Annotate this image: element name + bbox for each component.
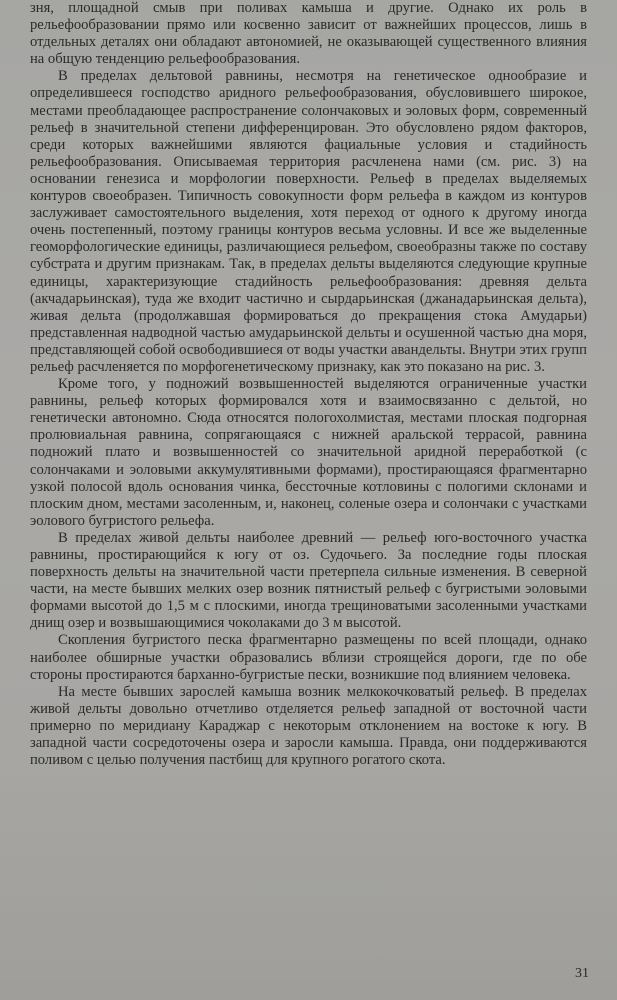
paragraph-living-delta: В пределах живой дельты наиболее древний — рельеф юго-восточного участка равнины, простирающийся к югу от оз. Судочьего. За последние годы плоская поверхность дельты на значительной части претерпела сильные изменения. В северной части, на месте бывших мелких озер возник пятнистый рельеф с бугристыми эоловыми формами высотой до 1,5 м с плоскими, иногда трещиноватыми засоленными участками днищ озер и возвышающимися чоколаками до 3 м высотой. — [30, 529, 587, 632]
paragraph-foothills: Кроме того, у подножий возвышенностей выделяются ограниченные участки равнины, рельеф которых формировался хотя и взаимосвязанно с дельтой, но генетически автономно. Сюда относятся пологохолмистая, местами плоская подгорная пролювиальная равнина, сопрягающаяся с нижней аральской террасой, равнина подножий плато и возвышенностей со значительной аридной переработкой (с солончаками и эоловыми аккумулятивными формами), простирающаяся фрагментарно узкой полосой вдоль основания чинка, бессточные котловины с пологими склонами и плоским дном, местами засоленным, и, наконец, соленые озера и солончаки с участками эолового бугристого рельефа. — [30, 376, 587, 529]
paragraph-delta-plain: В пределах дельтовой равнины, несмотря на генетическое однообразие и определившееся господство аридного рельефообразования, обусловившего широкое, местами преобладающее распространение солончаковых и эоловых форм, современный рельеф в значительной степени дифференцирован. Это обусловлено рядом факторов, среди которых важнейшими являются фациальные условия и стадийность рельефообразования. Описываемая территория расчленена нами (см. рис. 3) на основании генезиса и морфологии поверхности. Рельеф в пределах выделяемых контуров своеобразен. Типичность совокупности форм рельефа в каждом из контуров заслуживает самостоятельного выделения, хотя переход от одного к другому иногда очень постепенный, поэтому границы контуров весьма условны. И все же выделенные геоморфологические единицы, различающиеся рельефом, своеобразны также по составу субстрата и другим признакам. Так, в пределах дельты выделяются следующие крупные единицы, характеризующие стадийность рельефообразования: древняя дельта (акчадарьинская), туда же входит частично и сырдарьинская (джанадарьинская дельта), живая дельта (продолжавшая формироваться до прекращения стока Амударьи) представленная надводной частью амударьинской дельты и осушенной частью дна моря, представляющей собой освободившиеся от воды участки авандельты. Внутри этих групп рельеф расчленяется по морфогенетическому признаку, как это показано на рис. 3. — [30, 68, 587, 375]
paragraph-sand-accumulations: Скопления бугристого песка фрагментарно размещены по всей площади, однако наиболее обширные участки образовались вблизи строящейся дороги, где по обе стороны простираются барханно-бугристые пески, возникшие под влиянием человека. — [30, 632, 587, 683]
paragraph-continued: зня, площадной смыв при поливах камыша и другие. Однако их роль в рельефообразовании прямо или косвенно зависит от важнейших процессов, лишь в отдельных деталях они обладают автономией, не оказывающей существенного влияния на общую тенденцию рельефообразования. — [30, 0, 587, 68]
page-number: 31 — [575, 966, 589, 981]
body-text — [30, 0, 587, 769]
paragraph-reed-beds: На месте бывших зарослей камыша возник мелкокочковатый рельеф. В пределах живой дельты довольно отчетливо отделяется рельеф западной от восточной части примерно по меридиану Караджар с некоторым отклонением на востоке к югу. В западной части сосредоточены озера и заросли камыша. Правда, они поддерживаются поливом с целью получения пастбищ для крупного рогатого скота. — [30, 683, 587, 769]
